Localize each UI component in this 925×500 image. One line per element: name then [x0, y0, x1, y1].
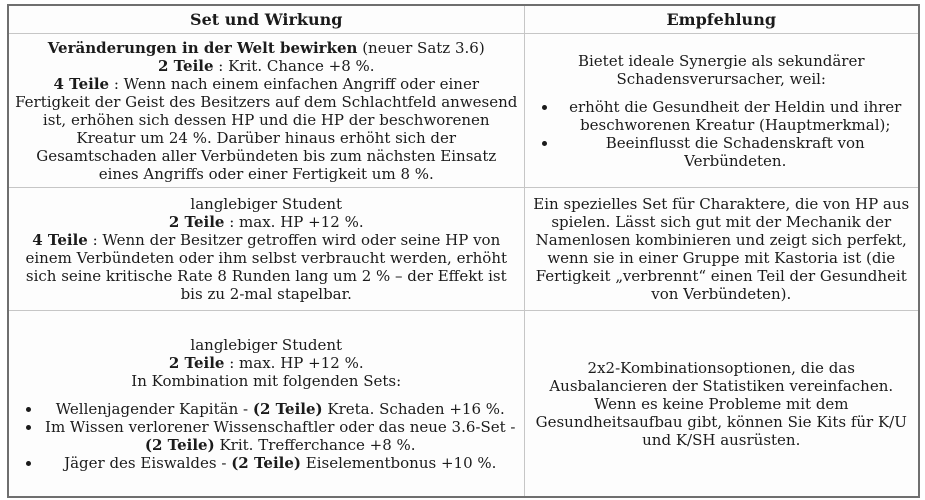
set-effect-2-teile-text: : max. HP +12 %. [224, 353, 364, 372]
recommendation-bullet: • Beeinflusst die Schadenskraft von Verbündeten. [558, 134, 914, 170]
sets-table [7, 4, 920, 498]
table-header-row [8, 5, 919, 34]
set-effect-2-teile-label: 2 Teile [168, 213, 225, 231]
recommendation-bullet: • erhöht die Gesundheit der Heldin und ihrer beschworenen Kreatur (Hauptmerkmal); [558, 98, 914, 134]
set-effect-2-teile-label: 2 Teile [168, 353, 225, 372]
column-header-empfehlung: Empfehlung [524, 5, 919, 34]
recommendation-cell-langlebiger-student-1 [524, 188, 919, 311]
set-effect-4-teile-text: : Wenn nach einem einfachen Angriff oder einer Fertigkeit der Geist des Besitzers auf dem Schlachtfeld anwesend ist, erhöhen sich dessen HP und die HP der beschworenen Kreatur um 24 %. Darüber hinaus erhöht sich der Gesamtschaden aller Verbündeten bis zum nächsten Einsatz eines Angriffs oder einer Fertigkeit um 8 %. [15, 74, 518, 183]
set-title [14, 39, 519, 57]
set-cell-langlebiger-student-1 [8, 188, 524, 311]
combo-set-name: Im Wissen verlorener Wissenschaftler oder das neue 3.6-Set - [45, 417, 516, 436]
set-effect-4-teile-text: : Wenn der Besitzer getroffen wird oder seine HP von einem Verbündeten oder ihm selbst verbraucht werden, erhöht sich seine kritische Rate 8 Runden lang um 2 % – der Effekt ist bis zu 2-mal stapelbar. [25, 231, 508, 303]
combo-teile-label: (2 Teile) [252, 399, 323, 418]
table-row-veraenderungen [8, 34, 919, 188]
set-effect-2-teile-label: 2 Teile [157, 56, 214, 75]
set-combo-intro: In Kombination mit folgenden Sets: [131, 371, 402, 390]
set-cell-veraenderungen [8, 34, 524, 188]
set-combo-bullet [42, 454, 519, 472]
combo-teile-label: (2 Teile) [231, 453, 301, 472]
table-row-langlebiger-student-2 [8, 311, 919, 498]
set-title-bold: Veränderungen in der Welt bewirken [47, 38, 358, 57]
set-effect-2-teile [14, 57, 519, 75]
recommendation-paragraph-2: Wenn es keine Probleme mit dem Gesundheitsaufbau gibt, können Sie Kits für K/U und K/SH ausrüsten. [535, 394, 907, 449]
combo-effect-text: Krit. Trefferchance +8 %. [214, 435, 416, 454]
combo-effect-text: Kreta. Schaden +16 %. [322, 399, 505, 418]
recommendation-cell-langlebiger-student-2 [524, 311, 919, 498]
combo-set-name: Wellenjagender Kapitän - [55, 399, 253, 418]
set-effect-2-teile-text: : Krit. Chance +8 %. [213, 56, 375, 75]
set-effect-2-teile [14, 213, 519, 231]
recommendation-paragraph-1: 2x2-Kombinationsoptionen, die das Ausbalancieren der Statistiken vereinfachen. [549, 358, 894, 395]
combo-teile-label: (2 Teile) [144, 435, 215, 454]
set-effect-2-teile [14, 354, 519, 372]
recommendation-text: Ein spezielles Set für Charaktere, die von HP aus spielen. Lässt sich gut mit der Mechanik der Namenlosen kombinieren und zeigt sich perfekt, wenn sie in einer Gruppe mit Kastoria ist (die Fertigkeit „verbrennt“ einen Teil der Gesundheit von Verbündeten). [533, 195, 910, 303]
set-effect-2-teile-text: : max. HP +12 %. [224, 213, 364, 231]
set-title: langlebiger Student [190, 335, 343, 354]
table-row-langlebiger-student-1 [8, 188, 919, 311]
set-title-tail: (neuer Satz 3.6) [357, 38, 485, 57]
set-title: langlebiger Student [190, 195, 343, 213]
set-combo-bullet [42, 418, 519, 454]
set-effect-4-teile-label: 4 Teile [53, 74, 110, 93]
combo-set-name: Jäger des Eiswaldes - [64, 453, 232, 472]
set-cell-langlebiger-student-2 [8, 311, 524, 498]
set-combo-bullet [42, 400, 519, 418]
set-effect-4-teile-label: 4 Teile [32, 231, 88, 249]
set-combo-bullet-list [14, 400, 519, 472]
column-header-set-und-wirkung: Set und Wirkung [8, 5, 524, 34]
recommendation-cell-veraenderungen [524, 34, 919, 188]
recommendation-intro: Bietet ideale Synergie als sekundärer Schadensverursacher, weil: [577, 51, 865, 88]
recommendation-bullet-list [530, 98, 914, 170]
set-effect-4-teile [14, 231, 519, 303]
combo-effect-text: Eiselementbonus +10 %. [300, 453, 497, 472]
set-effect-4-teile [14, 75, 519, 183]
